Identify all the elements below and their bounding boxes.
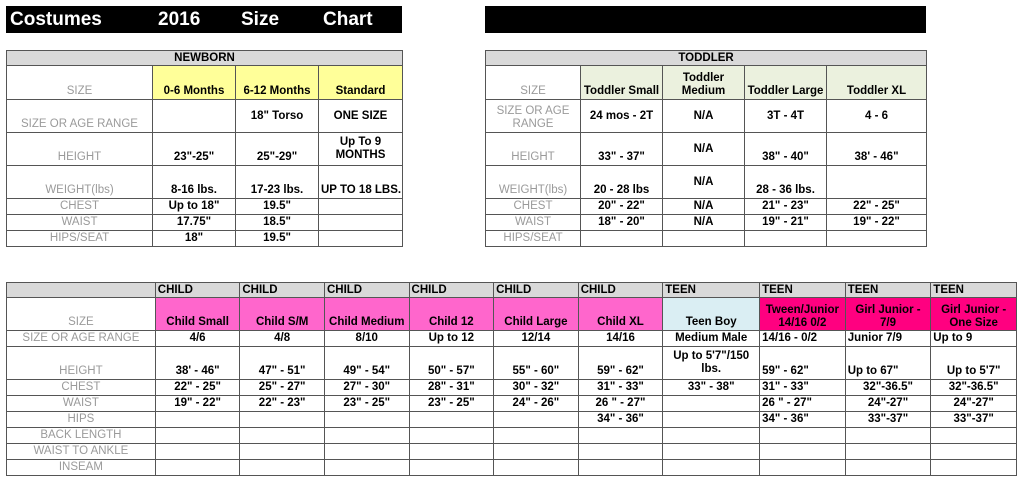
newborn-hips: [319, 231, 403, 247]
toddler-label-waist: WAIST: [486, 215, 581, 231]
child-chest: 31" - 33": [578, 380, 663, 396]
newborn-header: NEWBORN: [7, 51, 403, 66]
title-bar: [6, 6, 402, 33]
child-range: 14/16 - 0/2: [760, 331, 846, 347]
child-height: 59" - 62": [578, 347, 663, 380]
child-range: Junior 7/9: [845, 331, 931, 347]
child-size: Child Medium: [324, 298, 409, 331]
empty-cell: [760, 444, 846, 460]
newborn-range: 18" Torso: [236, 100, 319, 133]
child-label-size: SIZE: [7, 298, 156, 331]
toddler-label-range: SIZE OR AGE RANGE: [486, 100, 581, 133]
group-label: TEEN: [663, 283, 760, 298]
toddler-size: Toddler Large: [745, 66, 827, 100]
newborn-table: [6, 50, 403, 247]
group-label: CHILD: [409, 283, 494, 298]
toddler-height: 38" - 40": [745, 133, 827, 166]
toddler-chest: 22" - 25": [827, 199, 927, 215]
empty-cell: [155, 428, 240, 444]
toddler-range: 4 - 6: [827, 100, 927, 133]
group-label: CHILD: [240, 283, 325, 298]
toddler-chest: 20" - 22": [581, 199, 663, 215]
child-height: Up to 5'7": [931, 347, 1017, 380]
child-height: 50" - 57": [409, 347, 494, 380]
child-waist: 22" - 23": [240, 396, 325, 412]
newborn-chest: Up to 18": [153, 199, 236, 215]
empty-cell: [240, 444, 325, 460]
newborn-range: [153, 100, 236, 133]
title-year: 2016: [158, 9, 201, 30]
child-waist: 24"-27": [931, 396, 1017, 412]
newborn-label-size: SIZE: [7, 66, 153, 100]
toddler-range: N/A: [663, 100, 745, 133]
title-chart: Chart: [323, 9, 373, 30]
child-size: Girl Junior - 7/9: [845, 298, 931, 331]
empty-cell: [494, 444, 579, 460]
child-height: 38' - 46": [155, 347, 240, 380]
toddler-weight: 28 - 36 lbs.: [745, 166, 827, 199]
empty-cell: [663, 428, 760, 444]
child-hips: [240, 412, 325, 428]
child-label-extra: BACK LENGTH: [7, 428, 156, 444]
child-range: Up to 9: [931, 331, 1017, 347]
empty-cell: [845, 428, 931, 444]
child-hips: 34" - 36": [760, 412, 846, 428]
empty-cell: [409, 460, 494, 476]
child-chest: 31" - 33": [760, 380, 846, 396]
child-waist: 23" - 25": [324, 396, 409, 412]
toddler-waist: N/A: [663, 215, 745, 231]
child-label-hips: HIPS: [7, 412, 156, 428]
group-label: CHILD: [324, 283, 409, 298]
child-size: Child Small: [155, 298, 240, 331]
child-range: 4/6: [155, 331, 240, 347]
child-size: Child XL: [578, 298, 663, 331]
newborn-weight: 8-16 lbs.: [153, 166, 236, 199]
empty-cell: [845, 460, 931, 476]
toddler-chest: 21" - 23": [745, 199, 827, 215]
child-range: 14/16: [578, 331, 663, 347]
toddler-weight: 20 - 28 lbs: [581, 166, 663, 199]
newborn-height: 25"-29": [236, 133, 319, 166]
child-hips: 33"-37": [931, 412, 1017, 428]
newborn-range: ONE SIZE: [319, 100, 403, 133]
empty-cell: [663, 460, 760, 476]
empty-cell: [409, 444, 494, 460]
newborn-label-chest: CHEST: [7, 199, 153, 215]
child-height: 55" - 60": [494, 347, 579, 380]
child-label-extra: INSEAM: [7, 460, 156, 476]
child-chest: 22" - 25": [155, 380, 240, 396]
child-size: Tween/Junior 14/16 0/2: [760, 298, 846, 331]
empty-cell: [240, 460, 325, 476]
toddler-label-hips: HIPS/SEAT: [486, 231, 581, 247]
empty-cell: [578, 444, 663, 460]
newborn-weight: UP TO 18 LBS.: [319, 166, 403, 199]
toddler-hips: [745, 231, 827, 247]
child-range: 4/8: [240, 331, 325, 347]
child-teen-table: [6, 282, 1017, 476]
newborn-height: Up To 9 MONTHS: [319, 133, 403, 166]
child-label-extra: WAIST TO ANKLE: [7, 444, 156, 460]
empty-cell: [409, 428, 494, 444]
child-range: 12/14: [494, 331, 579, 347]
child-chest: 32"-36.5": [931, 380, 1017, 396]
toddler-height: N/A: [663, 133, 745, 166]
child-size: Child Large: [494, 298, 579, 331]
toddler-height: 33" - 37": [581, 133, 663, 166]
newborn-weight: 17-23 lbs.: [236, 166, 319, 199]
child-range: Medium Male: [663, 331, 760, 347]
child-height: 59" - 62": [760, 347, 846, 380]
child-label-range: SIZE OR AGE RANGE: [7, 331, 156, 347]
newborn-waist: 17.75": [153, 215, 236, 231]
empty-cell: [931, 428, 1017, 444]
newborn-chest: 19.5": [236, 199, 319, 215]
title-size: Size: [241, 9, 280, 30]
newborn-chest: [319, 199, 403, 215]
child-hips: 34" - 36": [578, 412, 663, 428]
newborn-label-weight: WEIGHT(lbs): [7, 166, 153, 199]
child-waist: 26 " - 27": [578, 396, 663, 412]
newborn-label-hips: HIPS/SEAT: [7, 231, 153, 247]
empty-cell: [324, 460, 409, 476]
child-hips: [409, 412, 494, 428]
toddler-table: [485, 50, 927, 247]
toddler-range: 3T - 4T: [745, 100, 827, 133]
toddler-waist: 19" - 21": [745, 215, 827, 231]
child-height: Up to 5'7"/150 lbs.: [663, 347, 760, 380]
toddler-height: 38' - 46": [827, 133, 927, 166]
child-hips: 33"-37": [845, 412, 931, 428]
newborn-waist: [319, 215, 403, 231]
toddler-label-size: SIZE: [486, 66, 581, 100]
group-label: CHILD: [578, 283, 663, 298]
child-size: Child 12: [409, 298, 494, 331]
group-label: TEEN: [931, 283, 1017, 298]
toddler-waist: 19" - 22": [827, 215, 927, 231]
toddler-size: Toddler XL: [827, 66, 927, 100]
child-hips: [155, 412, 240, 428]
toddler-header: TODDLER: [486, 51, 927, 66]
toddler-size: Toddler Medium: [663, 66, 745, 100]
newborn-hips: 18": [153, 231, 236, 247]
empty-cell: [324, 428, 409, 444]
toddler-range: 24 mos - 2T: [581, 100, 663, 133]
empty-cell: [663, 444, 760, 460]
child-chest: 33" - 38": [663, 380, 760, 396]
newborn-size: Standard: [319, 66, 403, 100]
child-label-chest: CHEST: [7, 380, 156, 396]
empty-cell: [760, 460, 846, 476]
empty-cell: [760, 428, 846, 444]
empty-cell: [155, 444, 240, 460]
toddler-hips: [663, 231, 745, 247]
child-range: Up to 12: [409, 331, 494, 347]
child-height: 49" - 54": [324, 347, 409, 380]
child-chest: 32"-36.5": [845, 380, 931, 396]
child-size: Child S/M: [240, 298, 325, 331]
empty-cell: [578, 460, 663, 476]
child-hips: [324, 412, 409, 428]
child-chest: 25" - 27": [240, 380, 325, 396]
child-waist: 23" - 25": [409, 396, 494, 412]
group-label: TEEN: [760, 283, 846, 298]
toddler-label-weight: WEIGHT(lbs): [486, 166, 581, 199]
toddler-label-chest: CHEST: [486, 199, 581, 215]
child-label-height: HEIGHT: [7, 347, 156, 380]
child-label-waist: WAIST: [7, 396, 156, 412]
child-waist: 19" - 22": [155, 396, 240, 412]
newborn-size: 6-12 Months: [236, 66, 319, 100]
group-label: CHILD: [155, 283, 240, 298]
child-hips: [663, 412, 760, 428]
newborn-size: 0-6 Months: [153, 66, 236, 100]
child-size: Girl Junior - One Size: [931, 298, 1017, 331]
child-waist: 26 " - 27": [760, 396, 846, 412]
newborn-waist: 18.5": [236, 215, 319, 231]
toddler-waist: 18" - 20": [581, 215, 663, 231]
group-label: CHILD: [494, 283, 579, 298]
toddler-weight: N/A: [663, 166, 745, 199]
child-height: Up to 67": [845, 347, 931, 380]
newborn-label-height: HEIGHT: [7, 133, 153, 166]
newborn-label-range: SIZE OR AGE RANGE: [7, 100, 153, 133]
group-label: TEEN: [845, 283, 931, 298]
black-banner: [485, 6, 926, 33]
empty-cell: [494, 428, 579, 444]
toddler-size: Toddler Small: [581, 66, 663, 100]
child-chest: 27" - 30": [324, 380, 409, 396]
group-spacer: [7, 283, 156, 298]
toddler-chest: N/A: [663, 199, 745, 215]
empty-cell: [931, 460, 1017, 476]
toddler-weight: [827, 166, 927, 199]
newborn-hips: 19.5": [236, 231, 319, 247]
title-costumes: Costumes: [10, 9, 102, 30]
child-waist: 24" - 26": [494, 396, 579, 412]
child-waist: 24"-27": [845, 396, 931, 412]
empty-cell: [931, 444, 1017, 460]
empty-cell: [845, 444, 931, 460]
newborn-height: 23"-25": [153, 133, 236, 166]
toddler-label-height: HEIGHT: [486, 133, 581, 166]
child-chest: 28" - 31": [409, 380, 494, 396]
newborn-label-waist: WAIST: [7, 215, 153, 231]
child-range: 8/10: [324, 331, 409, 347]
child-height: 47" - 51": [240, 347, 325, 380]
child-hips: [494, 412, 579, 428]
empty-cell: [155, 460, 240, 476]
child-size: Teen Boy: [663, 298, 760, 331]
empty-cell: [494, 460, 579, 476]
child-chest: 30" - 32": [494, 380, 579, 396]
empty-cell: [240, 428, 325, 444]
toddler-hips: [827, 231, 927, 247]
empty-cell: [578, 428, 663, 444]
toddler-hips: [581, 231, 663, 247]
empty-cell: [324, 444, 409, 460]
child-waist: [663, 396, 760, 412]
